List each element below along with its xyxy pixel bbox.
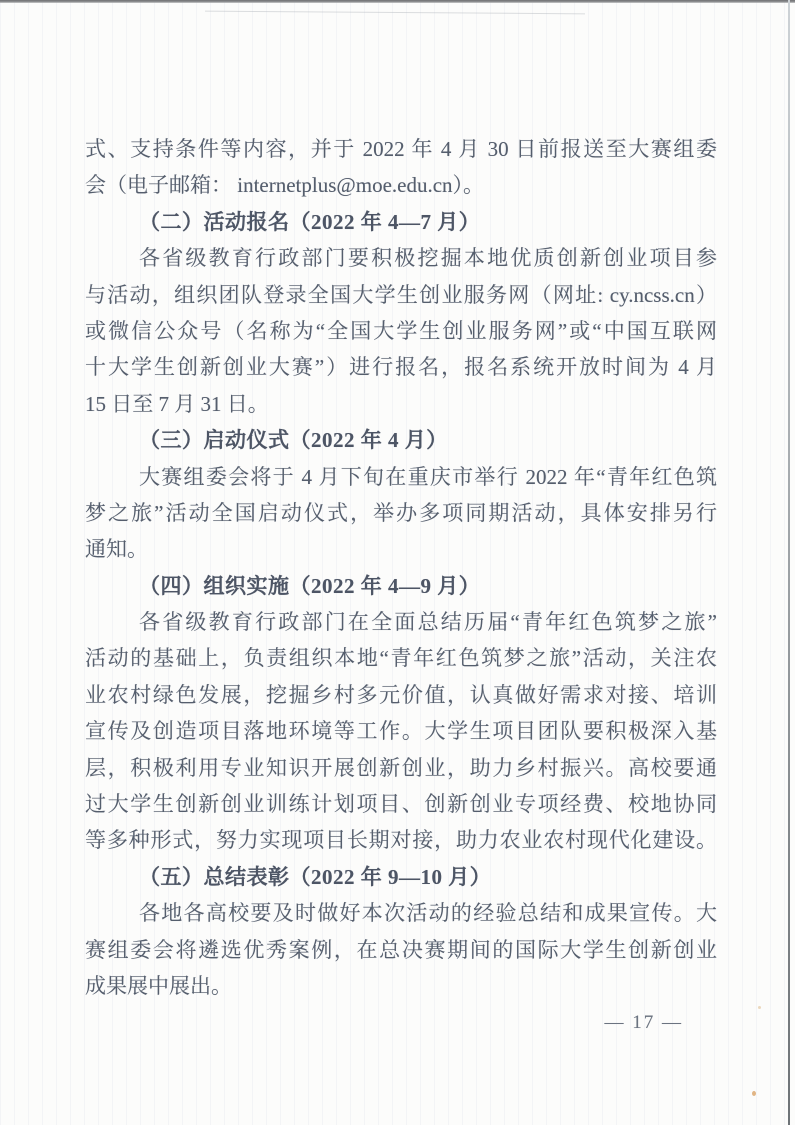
text-line: 宣传及创造项目落地环境等工作。大学生项目团队要积极深入基 xyxy=(85,719,717,744)
text-line: 活动的基础上，负责组织本地“青年红色筑梦之旅”活动，关注农 xyxy=(85,646,717,671)
page-number: — 17 — xyxy=(604,1012,683,1033)
text-line: 会（电子邮箱： internetplus@moe.edu.cn）。 xyxy=(85,173,485,198)
section-heading: （二）活动报名（2022 年 4—7 月） xyxy=(139,209,481,234)
text-line: 各地各高校要及时做好本次活动的经验总结和成果宣传。大 xyxy=(139,901,717,926)
text-line: 与活动，组织团队登录全国大学生创业服务网（网址: cy.ncss.cn） xyxy=(85,282,717,307)
text-line: 各省级教育行政部门要积极挖掘本地优质创新创业项目参 xyxy=(139,246,717,271)
text-line: 赛组委会将遴选优秀案例，在总决赛期间的国际大学生创新创业 xyxy=(85,937,717,962)
scan-dust-speck xyxy=(758,1006,761,1009)
text-line: 或微信公众号（名称为“全国大学生创业服务网”或“中国互联网 xyxy=(85,318,717,343)
scan-right-edge-artifact xyxy=(788,0,790,1125)
text-line: 梦之旅”活动全国启动仪式，举办多项同期活动，具体安排另行 xyxy=(85,500,717,525)
document-body xyxy=(85,131,717,1004)
scan-dust-speck xyxy=(752,1091,756,1096)
text-line: 大赛组委会将于 4 月下旬在重庆市举行 2022 年“青年红色筑 xyxy=(139,464,717,489)
text-line: 十大学生创新创业大赛”）进行报名，报名系统开放时间为 4 月 xyxy=(85,355,717,380)
scan-top-edge-artifact xyxy=(0,0,795,3)
section-heading: （四）组织实施（2022 年 4—9 月） xyxy=(139,573,481,598)
text-line: 成果展中展出。 xyxy=(85,973,232,998)
scan-faint-line-artifact xyxy=(205,11,585,15)
text-line: 15 日至 7 月 31 日。 xyxy=(85,391,269,416)
section-heading: （三）启动仪式（2022 年 4 月） xyxy=(139,428,448,453)
text-line: 各省级教育行政部门在全面总结历届“青年红色筑梦之旅” xyxy=(139,610,717,635)
text-line: 过大学生创新创业训练计划项目、创新创业专项经费、校地协同 xyxy=(85,792,717,817)
text-line: 业农村绿色发展，挖掘乡村多元价值，认真做好需求对接、培训 xyxy=(85,682,717,707)
text-line: 通知。 xyxy=(85,537,148,562)
text-line: 式、支持条件等内容，并于 2022 年 4 月 30 日前报送至大赛组委 xyxy=(85,137,717,161)
text-line: 等多种形式，努力实现项目长期对接，助力农业农村现代化建设。 xyxy=(85,828,717,853)
section-heading: （五）总结表彰（2022 年 9—10 月） xyxy=(139,864,492,889)
text-line: 层，积极利用专业知识开展创新创业，助力乡村振兴。高校要通 xyxy=(85,755,717,780)
